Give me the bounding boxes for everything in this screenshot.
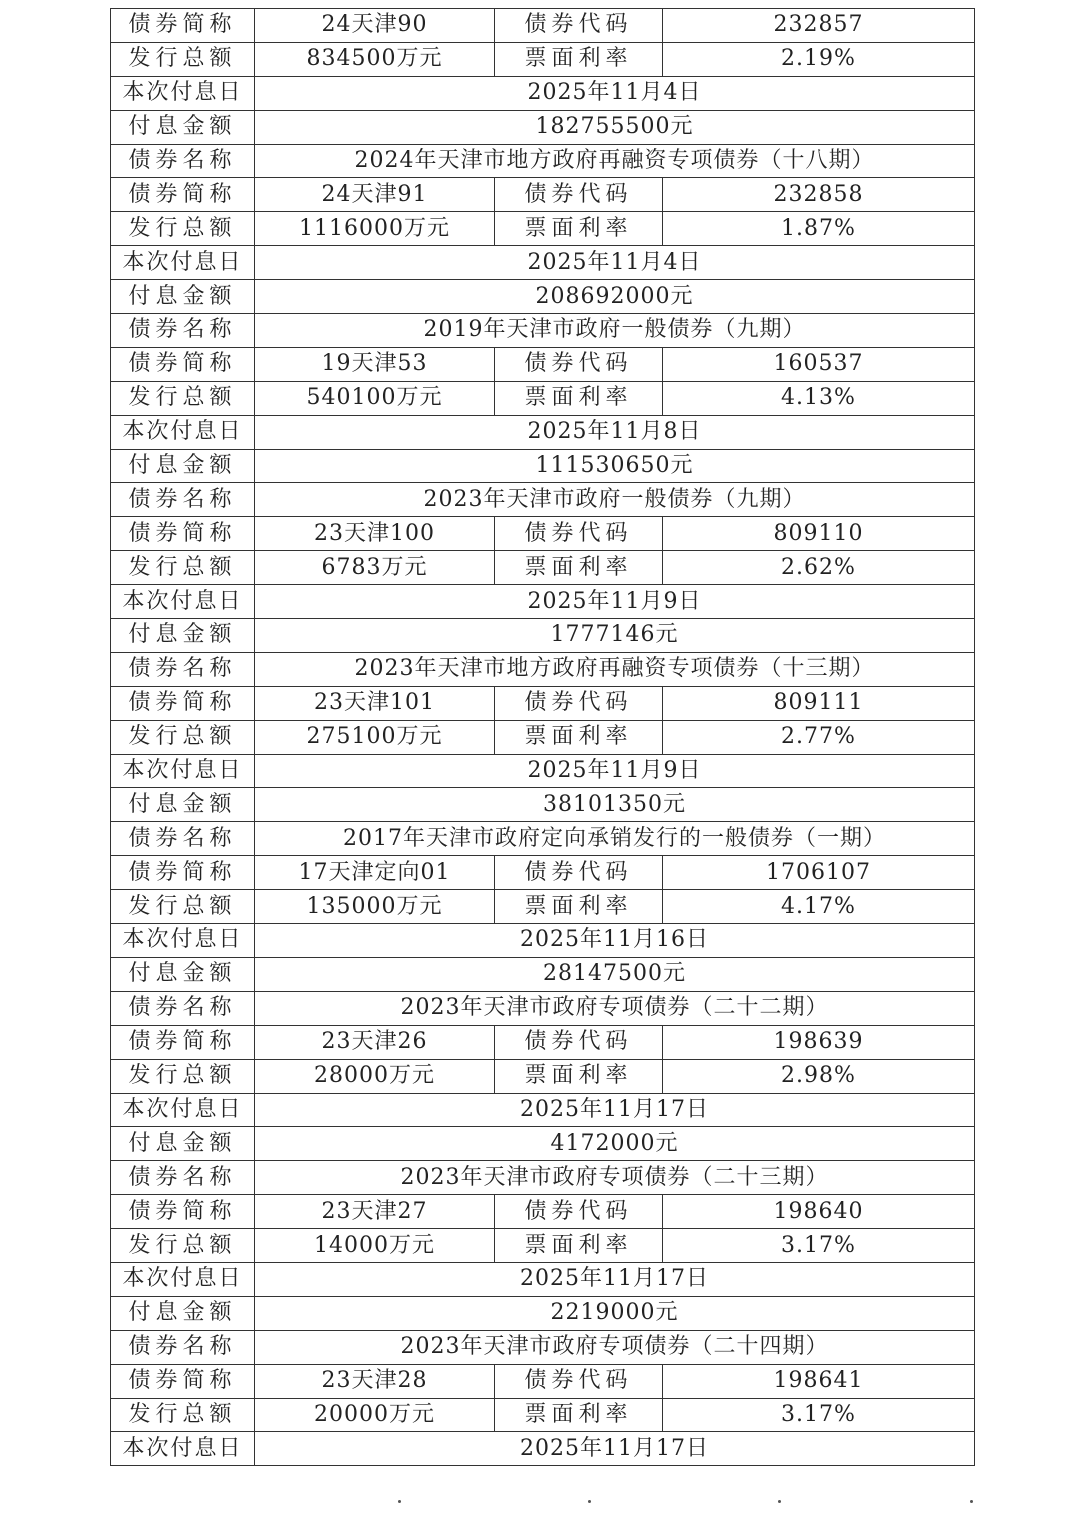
scan-speck xyxy=(588,1500,591,1503)
bond-name-value: 2023年天津市政府专项债券（二十四期） xyxy=(255,1330,975,1364)
bond-rate-value: 4.17% xyxy=(663,890,975,924)
label-rate: 票面利率 xyxy=(495,1229,663,1263)
bond-name-value: 2019年天津市政府一般债券（九期） xyxy=(255,314,975,348)
bond-issue-value: 135000万元 xyxy=(255,890,495,924)
label-paydate: 本次付息日 xyxy=(111,76,255,110)
bond-amount-value: 4172000元 xyxy=(255,1127,975,1161)
label-abbr: 债券简称 xyxy=(111,1195,255,1229)
label-issue: 发行总额 xyxy=(111,381,255,415)
bond-paydate-value: 2025年11月17日 xyxy=(255,1093,975,1127)
bond-name-value: 2017年天津市政府定向承销发行的一般债券（一期） xyxy=(255,822,975,856)
bond-abbr-value: 23天津100 xyxy=(255,517,495,551)
bond-abbr-value: 23天津28 xyxy=(255,1364,495,1398)
label-code: 债券代码 xyxy=(495,686,663,720)
bond-paydate-value: 2025年11月9日 xyxy=(255,754,975,788)
bond-abbr-value: 23天津101 xyxy=(255,686,495,720)
table-row-issue xyxy=(111,890,975,924)
scan-speck xyxy=(970,1500,973,1503)
table-row-amount xyxy=(111,1127,975,1161)
label-paydate: 本次付息日 xyxy=(111,585,255,619)
label-rate: 票面利率 xyxy=(495,42,663,76)
label-paydate: 本次付息日 xyxy=(111,754,255,788)
bond-table-body xyxy=(111,9,975,1466)
bond-paydate-value: 2025年11月16日 xyxy=(255,924,975,958)
bond-code-value: 198640 xyxy=(663,1195,975,1229)
table-row-issue xyxy=(111,551,975,585)
label-abbr: 债券简称 xyxy=(111,9,255,43)
table-row-paydate xyxy=(111,76,975,110)
bond-amount-value: 2219000元 xyxy=(255,1296,975,1330)
bond-code-value: 809111 xyxy=(663,686,975,720)
bond-code-value: 198639 xyxy=(663,1025,975,1059)
bond-paydate-value: 2025年11月8日 xyxy=(255,415,975,449)
bond-interest-table xyxy=(110,8,975,1466)
bond-issue-value: 6783万元 xyxy=(255,551,495,585)
label-abbr: 债券简称 xyxy=(111,347,255,381)
bond-issue-value: 275100万元 xyxy=(255,720,495,754)
label-name: 债券名称 xyxy=(111,991,255,1025)
table-row-amount xyxy=(111,957,975,991)
bond-abbr-value: 19天津53 xyxy=(255,347,495,381)
label-abbr: 债券简称 xyxy=(111,856,255,890)
scan-speck xyxy=(398,1500,401,1503)
bond-issue-value: 28000万元 xyxy=(255,1059,495,1093)
label-abbr: 债券简称 xyxy=(111,1025,255,1059)
label-issue: 发行总额 xyxy=(111,212,255,246)
label-paydate: 本次付息日 xyxy=(111,924,255,958)
label-amount: 付息金额 xyxy=(111,280,255,314)
label-name: 债券名称 xyxy=(111,1161,255,1195)
bond-rate-value: 2.98% xyxy=(663,1059,975,1093)
bond-amount-value: 208692000元 xyxy=(255,280,975,314)
table-row-issue xyxy=(111,1059,975,1093)
label-rate: 票面利率 xyxy=(495,890,663,924)
label-issue: 发行总额 xyxy=(111,551,255,585)
table-row-abbr xyxy=(111,856,975,890)
label-amount: 付息金额 xyxy=(111,619,255,653)
table-row-abbr xyxy=(111,347,975,381)
label-name: 债券名称 xyxy=(111,144,255,178)
bond-code-value: 232857 xyxy=(663,9,975,43)
label-code: 债券代码 xyxy=(495,856,663,890)
bond-rate-value: 1.87% xyxy=(663,212,975,246)
table-row-name xyxy=(111,822,975,856)
label-issue: 发行总额 xyxy=(111,1398,255,1432)
bond-code-value: 809110 xyxy=(663,517,975,551)
scan-speck xyxy=(778,1500,781,1503)
table-row-name xyxy=(111,1330,975,1364)
label-amount: 付息金额 xyxy=(111,449,255,483)
bond-name-value: 2023年天津市政府专项债券（二十二期） xyxy=(255,991,975,1025)
table-row-abbr xyxy=(111,178,975,212)
label-name: 债券名称 xyxy=(111,483,255,517)
table-row-paydate xyxy=(111,1432,975,1466)
bond-name-value: 2024年天津市地方政府再融资专项债券（十八期） xyxy=(255,144,975,178)
label-abbr: 债券简称 xyxy=(111,517,255,551)
table-row-issue xyxy=(111,720,975,754)
label-abbr: 债券简称 xyxy=(111,1364,255,1398)
label-rate: 票面利率 xyxy=(495,1398,663,1432)
bond-name-value: 2023年天津市地方政府再融资专项债券（十三期） xyxy=(255,652,975,686)
table-row-name xyxy=(111,483,975,517)
table-row-issue xyxy=(111,42,975,76)
bond-paydate-value: 2025年11月9日 xyxy=(255,585,975,619)
bond-amount-value: 38101350元 xyxy=(255,788,975,822)
label-code: 债券代码 xyxy=(495,1364,663,1398)
bond-issue-value: 14000万元 xyxy=(255,1229,495,1263)
label-name: 债券名称 xyxy=(111,822,255,856)
bond-amount-value: 28147500元 xyxy=(255,957,975,991)
label-rate: 票面利率 xyxy=(495,1059,663,1093)
bond-amount-value: 1777146元 xyxy=(255,619,975,653)
bond-abbr-value: 23天津26 xyxy=(255,1025,495,1059)
label-paydate: 本次付息日 xyxy=(111,1432,255,1466)
label-abbr: 债券简称 xyxy=(111,178,255,212)
table-row-issue xyxy=(111,212,975,246)
bond-issue-value: 1116000万元 xyxy=(255,212,495,246)
label-name: 债券名称 xyxy=(111,1330,255,1364)
bond-rate-value: 3.17% xyxy=(663,1229,975,1263)
bond-rate-value: 2.77% xyxy=(663,720,975,754)
table-row-paydate xyxy=(111,1093,975,1127)
table-row-abbr xyxy=(111,686,975,720)
label-code: 债券代码 xyxy=(495,1025,663,1059)
bond-abbr-value: 24天津91 xyxy=(255,178,495,212)
label-rate: 票面利率 xyxy=(495,212,663,246)
table-row-issue xyxy=(111,1229,975,1263)
label-code: 债券代码 xyxy=(495,178,663,212)
label-paydate: 本次付息日 xyxy=(111,415,255,449)
label-code: 债券代码 xyxy=(495,9,663,43)
bond-name-value: 2023年天津市政府专项债券（二十三期） xyxy=(255,1161,975,1195)
table-row-abbr xyxy=(111,1025,975,1059)
bond-paydate-value: 2025年11月17日 xyxy=(255,1262,975,1296)
label-rate: 票面利率 xyxy=(495,381,663,415)
table-row-abbr xyxy=(111,517,975,551)
table-row-paydate xyxy=(111,585,975,619)
bond-rate-value: 4.13% xyxy=(663,381,975,415)
bond-name-value: 2023年天津市政府一般债券（九期） xyxy=(255,483,975,517)
bond-paydate-value: 2025年11月4日 xyxy=(255,76,975,110)
label-name: 债券名称 xyxy=(111,314,255,348)
label-rate: 票面利率 xyxy=(495,720,663,754)
label-name: 债券名称 xyxy=(111,652,255,686)
table-row-amount xyxy=(111,280,975,314)
table-row-amount xyxy=(111,788,975,822)
label-code: 债券代码 xyxy=(495,1195,663,1229)
bond-code-value: 160537 xyxy=(663,347,975,381)
label-amount: 付息金额 xyxy=(111,957,255,991)
label-paydate: 本次付息日 xyxy=(111,1093,255,1127)
label-issue: 发行总额 xyxy=(111,890,255,924)
label-amount: 付息金额 xyxy=(111,1296,255,1330)
table-row-abbr xyxy=(111,9,975,43)
bond-paydate-value: 2025年11月17日 xyxy=(255,1432,975,1466)
bond-issue-value: 834500万元 xyxy=(255,42,495,76)
bond-abbr-value: 17天津定向01 xyxy=(255,856,495,890)
label-amount: 付息金额 xyxy=(111,1127,255,1161)
bond-paydate-value: 2025年11月4日 xyxy=(255,246,975,280)
bond-abbr-value: 24天津90 xyxy=(255,9,495,43)
table-row-name xyxy=(111,991,975,1025)
table-row-paydate xyxy=(111,1262,975,1296)
table-row-paydate xyxy=(111,246,975,280)
bond-rate-value: 2.19% xyxy=(663,42,975,76)
bond-code-value: 232858 xyxy=(663,178,975,212)
bond-code-value: 198641 xyxy=(663,1364,975,1398)
label-amount: 付息金额 xyxy=(111,110,255,144)
label-amount: 付息金额 xyxy=(111,788,255,822)
table-row-paydate xyxy=(111,924,975,958)
bond-interest-table-page xyxy=(110,8,974,1466)
bond-issue-value: 20000万元 xyxy=(255,1398,495,1432)
label-code: 债券代码 xyxy=(495,347,663,381)
bond-abbr-value: 23天津27 xyxy=(255,1195,495,1229)
label-paydate: 本次付息日 xyxy=(111,246,255,280)
table-row-name xyxy=(111,144,975,178)
table-row-amount xyxy=(111,619,975,653)
label-code: 债券代码 xyxy=(495,517,663,551)
table-row-abbr xyxy=(111,1364,975,1398)
label-issue: 发行总额 xyxy=(111,1229,255,1263)
label-issue: 发行总额 xyxy=(111,1059,255,1093)
label-paydate: 本次付息日 xyxy=(111,1262,255,1296)
table-row-issue xyxy=(111,1398,975,1432)
bond-rate-value: 2.62% xyxy=(663,551,975,585)
table-row-paydate xyxy=(111,754,975,788)
table-row-name xyxy=(111,652,975,686)
bond-amount-value: 111530650元 xyxy=(255,449,975,483)
table-row-paydate xyxy=(111,415,975,449)
bond-issue-value: 540100万元 xyxy=(255,381,495,415)
label-issue: 发行总额 xyxy=(111,720,255,754)
table-row-name xyxy=(111,314,975,348)
bond-amount-value: 182755500元 xyxy=(255,110,975,144)
table-row-amount xyxy=(111,1296,975,1330)
table-row-abbr xyxy=(111,1195,975,1229)
table-row-amount xyxy=(111,449,975,483)
bond-rate-value: 3.17% xyxy=(663,1398,975,1432)
table-row-issue xyxy=(111,381,975,415)
label-issue: 发行总额 xyxy=(111,42,255,76)
label-abbr: 债券简称 xyxy=(111,686,255,720)
table-row-name xyxy=(111,1161,975,1195)
label-rate: 票面利率 xyxy=(495,551,663,585)
bond-code-value: 1706107 xyxy=(663,856,975,890)
table-row-amount xyxy=(111,110,975,144)
